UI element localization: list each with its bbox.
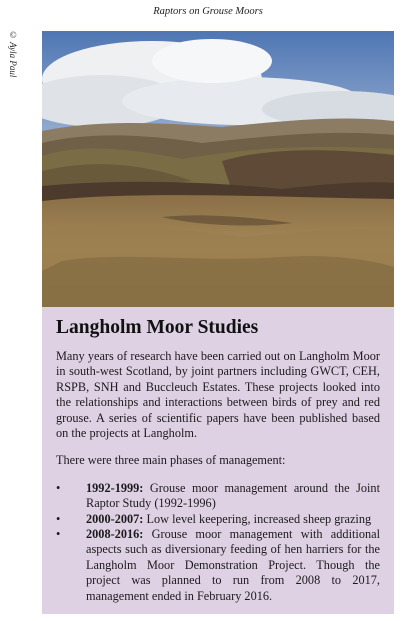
phase-item <box>56 481 380 512</box>
intro-paragraph: Many years of research have been carried out on Langholm Moor in south-west Scotland, by joint partners including GWCT, CEH, RSPB, SNH and Buccleuch Estates. These projects looked into the relationships and interactions between birds of prey and red grouse. A series of scientific papers have been published based on the projects at Langholm. <box>56 349 380 441</box>
bullet-marker: • <box>56 527 61 542</box>
phase-period: 2000-2007: <box>86 511 144 526</box>
running-header: Raptors on Grouse Moors <box>153 6 263 17</box>
moorland-photo <box>42 31 394 307</box>
bullet-marker: • <box>56 480 61 495</box>
moorland-landscape-image <box>42 31 394 307</box>
phase-item <box>56 527 380 604</box>
info-box <box>42 307 394 614</box>
box-title: Langholm Moor Studies <box>56 317 259 338</box>
phase-text: Grouse moor management around the Joint Raptor Study (1992-1996) <box>86 480 380 511</box>
phases-intro: There were three main phases of management: <box>56 453 286 468</box>
bullet-marker: • <box>56 511 61 526</box>
phase-text: Grouse moor management with additional aspects such as diversionary feeding of hen harriers for the Langholm Moor Demonstration Project. Though the project was planned to run from 2008 to 2017, management ended in February 2016. <box>86 527 380 603</box>
phase-period: 2008-2016: <box>86 527 144 542</box>
phase-list <box>56 481 380 604</box>
phase-period: 1992-1999: <box>86 480 144 495</box>
photo-credit: © Ayla Paul <box>8 30 18 78</box>
phase-text: Low level keepering, increased sheep grazing <box>143 511 372 526</box>
phase-item <box>56 512 380 527</box>
